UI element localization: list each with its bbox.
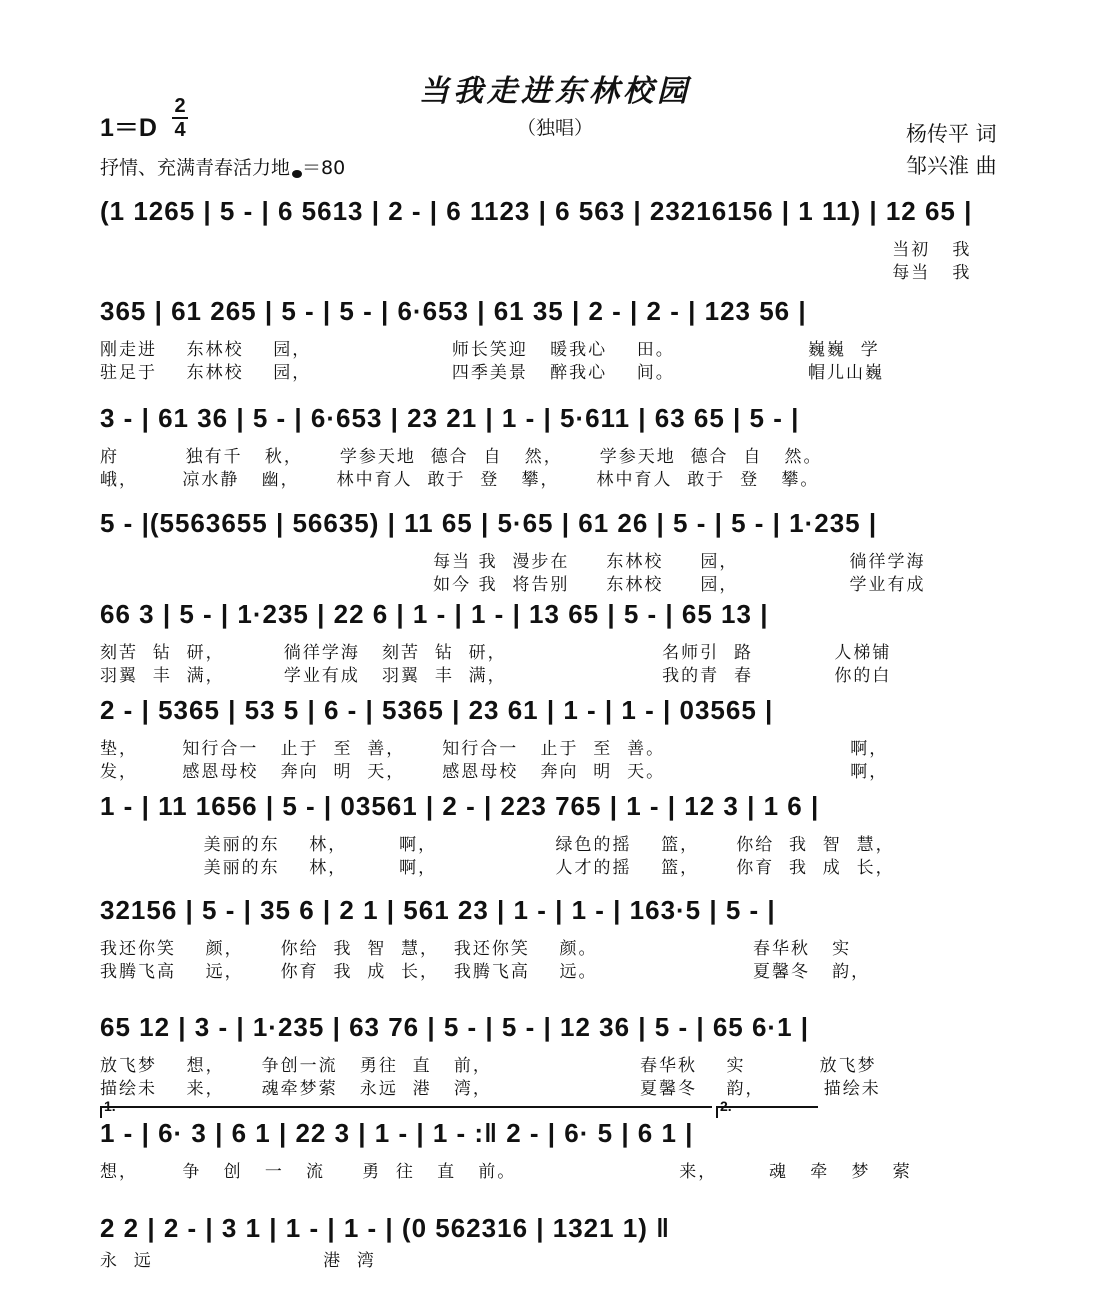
song-title: 当我走进东林校园 xyxy=(419,74,691,109)
notation-line: 3 - | 61 36 | 5 - | 6·653 | 23 21 | 1 - | 5·611 | 63 65 | 5 - | xyxy=(100,403,800,433)
tempo-text: 抒情、充满青春活力地 xyxy=(100,157,291,179)
lyric-verse-1: 我还你笑 颜， 你给 我 智 慧， 我还你笑 颜。 春华秋 实 xyxy=(100,939,852,959)
notation-line: 65 12 | 3 - | 1·235 | 63 76 | 5 - | 5 - | 12 36 | 5 - | 65 6·1 | xyxy=(100,1012,810,1042)
key-signature: 1＝D xyxy=(100,114,157,142)
lyricist: 杨传平 词 xyxy=(906,122,997,146)
quarter-note-icon xyxy=(292,170,302,178)
lyric-verse-2: 驻足于 东林校 园， 四季美景 醉我心 间。 帽儿山巍 xyxy=(100,363,884,383)
composer: 邹兴淮 曲 xyxy=(906,154,997,178)
volta-label-second: 2. xyxy=(720,1098,732,1114)
notation-line: 2 2 | 2 - | 3 1 | 1 - | 1 - | (0 562316 | 1321 1) ‖ xyxy=(100,1213,671,1243)
notation-line: (1 1265 | 5 - | 6 5613 | 2 - | 6 1123 | 6 563 | 23216156 | 1 11) | 12 65 | xyxy=(100,196,973,226)
time-signature-top: 2 xyxy=(174,95,186,117)
lyric-verse-2: 如今 我 将告别 东林校 园， 学业有成 xyxy=(100,575,926,595)
lyric-verse-2: 羽翼 丰 满， 学业有成 羽翼 丰 满， 我的青 春 你的白 xyxy=(100,666,892,686)
lyric-verse-1: 放飞梦 想， 争创一流 勇往 直 前， 春华秋 实 放飞梦 xyxy=(100,1056,877,1076)
lyric-verse-2: 描绘未 来， 魂牵梦萦 永远 港 湾， 夏馨冬 韵， 描绘未 xyxy=(100,1079,881,1099)
lyric-verse-2: 我腾飞高 远， 你育 我 成 长， 我腾飞高 远。 夏馨冬 韵， xyxy=(100,962,871,982)
lyric-verse-2: 每当 我 xyxy=(100,263,972,283)
lyric-verse-1: 每当 我 漫步在 东林校 园， 徜徉学海 xyxy=(100,552,926,572)
lyric-verse-1: 永 远 港 湾 xyxy=(100,1251,376,1268)
notation-line: 2 - | 5365 | 53 5 | 6 - | 5365 | 23 61 | 1 - | 1 - | 03565 | xyxy=(100,695,774,725)
lyric-verse-1: 当初 我 xyxy=(100,240,972,260)
notation-line: 365 | 61 265 | 5 - | 5 - | 6·653 | 61 35 | 2 - | 2 - | 123 56 | xyxy=(100,296,807,326)
lyric-verse-1: 府 独有千 秋， 学参天地 德合 自 然， 学参天地 德合 自 然。 xyxy=(100,447,823,467)
song-subtitle: （独唱） xyxy=(516,117,593,139)
volta-label-first: 1. xyxy=(104,1098,116,1114)
notation-line: 1 - | 6· 3 | 6 1 | 22 3 | 1 - | 1 - :‖ 2 - | 6· 5 | 6 1 | xyxy=(100,1118,694,1148)
lyric-verse-1: 想， 争 创 一 流 勇 往 直 前。 来， 魂 牵 梦 萦 xyxy=(100,1162,912,1182)
tempo-marking xyxy=(100,153,345,180)
notation-line: 66 3 | 5 - | 1·235 | 22 6 | 1 - | 1 - | 13 65 | 5 - | 65 13 | xyxy=(100,599,769,629)
time-signature xyxy=(172,96,188,140)
lyric-verse-2: 美丽的东 林， 啊， 人才的摇 篮， 你育 我 成 长， xyxy=(100,858,895,878)
lyric-verse-1: 美丽的东 林， 啊， 绿色的摇 篮， 你给 我 智 慧， xyxy=(100,835,895,855)
lyric-verse-2: 峨， 凉水静 幽， 林中育人 敢于 登 攀， 林中育人 敢于 登 攀。 xyxy=(100,470,820,490)
notation-line: 1 - | 11 1656 | 5 - | 03561 | 2 - | 223 765 | 1 - | 12 3 | 1 6 | xyxy=(100,791,820,821)
tempo-value: ＝80 xyxy=(302,157,346,179)
lyric-verse-1: 刻苦 钻 研， 徜徉学海 刻苦 钻 研， 名师引 路 人梯铺 xyxy=(100,643,892,663)
time-signature-bottom: 4 xyxy=(174,119,186,141)
notation-line: 5 - |(5563655 | 56635) | 11 65 | 5·65 | 61 26 | 5 - | 5 - | 1·235 | xyxy=(100,508,878,538)
lyric-verse-2: 发， 感恩母校 奔向 明 天， 感恩母校 奔向 明 天。 啊， xyxy=(100,762,889,782)
lyric-verse-1: 刚走进 东林校 园， 师长笑迎 暖我心 田。 巍巍 学 xyxy=(100,340,880,360)
notation-line: 32156 | 5 - | 35 6 | 2 1 | 561 23 | 1 - | 1 - | 163·5 | 5 - | xyxy=(100,895,776,925)
lyric-verse-1: 垫， 知行合一 止于 至 善， 知行合一 止于 至 善。 啊， xyxy=(100,739,889,759)
